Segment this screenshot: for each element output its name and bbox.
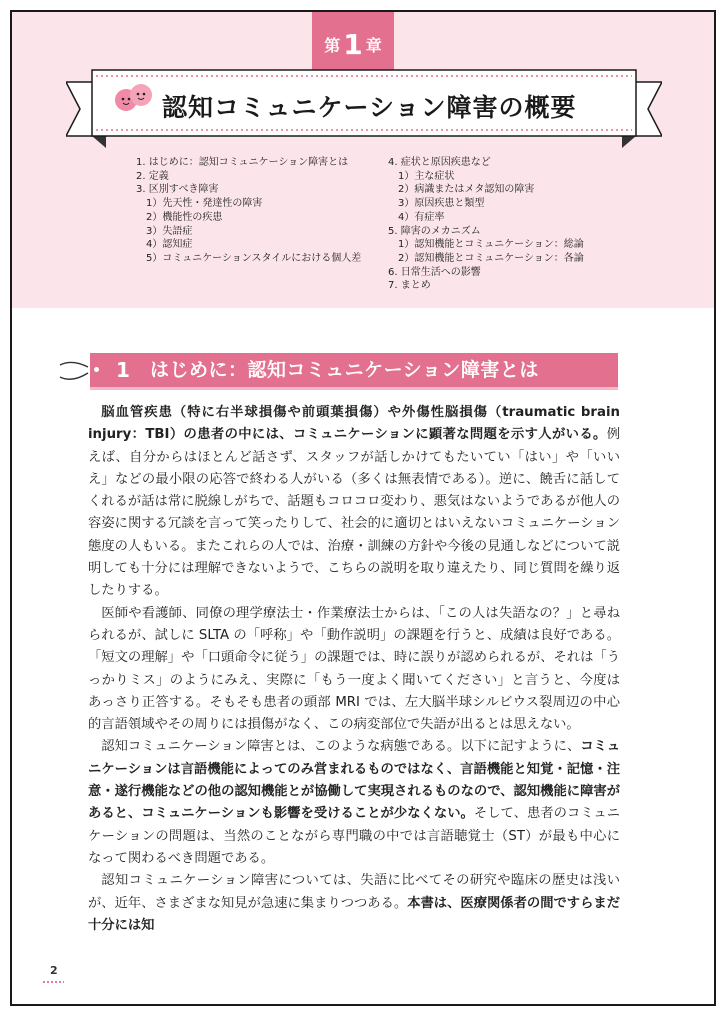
paragraph xyxy=(88,870,620,937)
mascot-faces-icon xyxy=(110,78,158,118)
bullet-dot-icon xyxy=(94,367,99,372)
text-run: 本書は、医療関係者の間ですらまだ十分には知 xyxy=(88,895,621,933)
toc-subitem: 1）主な症状 xyxy=(398,170,455,182)
section-title: はじめに：認知コミュニケーション障害とは xyxy=(150,359,539,381)
toc-subitem: 3）原因疾患と類型 xyxy=(398,198,485,210)
text-run: 認知コミュニケーション障害については、失語に比べてその研究や臨床の歴史は浅いが、近年、さまざまな知見が急速に集まりつつある。 xyxy=(88,873,620,911)
chapter-suffix: 章 xyxy=(365,36,382,55)
toc-subitem: 2）認知機能とコミュニケーション：各論 xyxy=(398,252,584,264)
chapter-title: 認知コミュニケーション障害の概要 xyxy=(162,93,577,122)
toc-subitem: 1）先天性・発達性の障害 xyxy=(146,198,263,210)
paragraph xyxy=(88,402,620,603)
chapter-number: 1 xyxy=(343,28,363,61)
toc-subitem: 2）病識またはメタ認知の障害 xyxy=(398,184,535,196)
section-heading xyxy=(58,351,620,389)
paragraph xyxy=(88,603,620,737)
toc-item: 3. 区別すべき障害 xyxy=(136,184,219,196)
chapter-label xyxy=(312,30,394,61)
toc-subitem: 3）失語症 xyxy=(146,225,193,237)
text-run: 脳血管疾患（特に右半球損傷や前頭葉損傷）や外傷性脳損傷（traumatic brain injury：TBI）の患者の中には、コミュニケーションに顕著な問題を示す人がいる。 xyxy=(88,405,620,443)
toc-item: 4. 症状と原因疾患など xyxy=(388,157,491,168)
toc-item: 7. まとめ xyxy=(388,280,431,292)
text-run: そして、患者のコミュニケーションの問題は、当然のことながら専門職の中では言語聴覚士（ST）が最も中心になって関わるべき問題である。 xyxy=(88,806,620,866)
toc-item: 1. はじめに：認知コミュニケーション障害とは xyxy=(136,157,349,168)
toc-item: 2. 定義 xyxy=(136,170,169,182)
toc-subitem: 4）有症率 xyxy=(398,211,445,223)
body-text xyxy=(88,402,620,937)
text-run: 医師や看護師、同僚の理学療法士・作業療法士からは、「この人は失語なの？」と尋ねられるが、試しに SLTA の「呼称」や「動作説明」の課題を行うと、成績は良好である。「短文の理解」や「口頭命令に従う」の課題では、時に誤りが認められるが、それは「うっかりミス」のようにみえ、実際に「もう一度よく聞いてください」と言うと、今度はあっさり正答する。そもそも患者の頭部 MRI では、左大脳半球シルビウス裂周辺の中心的言語領域やその周りには損傷がなく、この病変部位で失語が出るとは思えない。 xyxy=(88,605,620,733)
paragraph xyxy=(88,736,620,870)
text-run: コミュニケーションは言語機能によってのみ営まれるものではなく、言語機能と知覚・記憶・注意・遂行機能などの他の認知機能とが協働して実現されるものなので、認知機能に障害があると、コミュニケーションも影響を受けることが少なくない。 xyxy=(88,739,620,822)
text-run: 例えば、自分からはほとんど話さず、スタッフが話しかけてもたいてい「はい」や「いいえ」などの最小限の応答で終わる人がいる（多くは無表情である）。逆に、饒舌に話してくれるが話は常に脱線しがちで、話題もコロコロ変わり、悪気はないようであるが他人の容姿に関する冗談を言って笑ったりして、社会的に適切とはいえないコミュニケーション態度の人もいる。またこれらの人では、治療・訓練の方針や今後の見通しなどについて説明しても十分には理解できないようで、こちらの説明を取り違えたり、同じ質問を繰り返したりする。 xyxy=(88,427,620,599)
toc-subitem: 4）認知症 xyxy=(146,239,193,251)
chapter-title-ribbon xyxy=(66,64,662,156)
toc-item: 5. 障害のメカニズム xyxy=(388,225,481,237)
toc-subitem: 5）コミュニケーションスタイルにおける個人差 xyxy=(146,252,362,264)
page-number-dots xyxy=(42,981,64,983)
toc-subitem: 1）認知機能とコミュニケーション：総論 xyxy=(398,239,584,251)
toc-left-column xyxy=(136,156,381,266)
page-number: 2 xyxy=(50,964,58,977)
toc-right-column xyxy=(388,156,628,293)
section-number: 1 xyxy=(116,358,130,382)
toc-subitem: 2）機能性の疾患 xyxy=(146,211,223,223)
chapter-prefix: 第 xyxy=(324,36,341,55)
toc-item: 6. 日常生活への影響 xyxy=(388,266,481,278)
text-run: 認知コミュニケーション障害とは、このような病態である。以下に記すように、 xyxy=(101,739,581,755)
